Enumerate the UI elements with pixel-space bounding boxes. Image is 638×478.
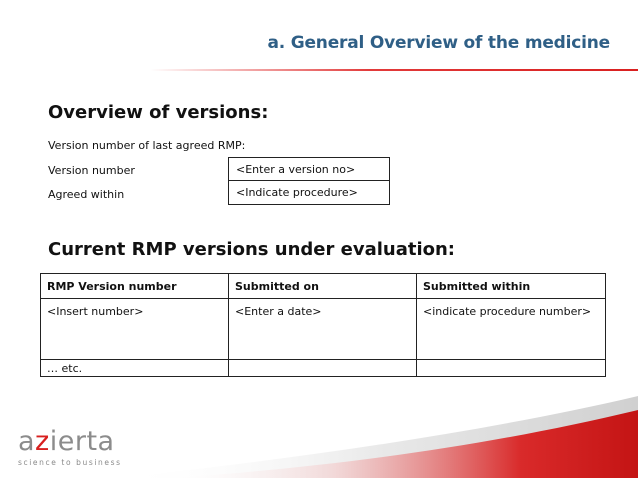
- table-cell: [229, 360, 417, 377]
- azierta-logo: [18, 428, 128, 467]
- logo-prefix: a: [18, 426, 36, 457]
- table-row: [41, 360, 606, 377]
- title-divider: [150, 69, 638, 71]
- logo-suffix: ierta: [49, 426, 115, 457]
- last-agreed-label: Version number of last agreed RMP:: [48, 139, 246, 152]
- version-info-table: [228, 157, 390, 205]
- table-cell: <Insert number>: [41, 299, 229, 360]
- table-row: [41, 299, 606, 360]
- table-cell: <Enter a date>: [229, 299, 417, 360]
- column-header: Submitted within: [417, 274, 606, 299]
- version-number-label: Version number: [48, 164, 135, 177]
- version-number-cell: <Enter a version no>: [229, 158, 390, 181]
- slide-title: a. General Overview of the medicine: [267, 33, 610, 53]
- agreed-within-label: Agreed within: [48, 188, 125, 201]
- current-versions-table: [40, 273, 606, 377]
- current-versions-heading: Current RMP versions under evaluation:: [48, 239, 456, 260]
- logo-wordmark: [18, 428, 128, 456]
- table-cell: … etc.: [41, 360, 229, 377]
- overview-heading: Overview of versions:: [48, 102, 269, 123]
- table-header-row: [41, 274, 606, 299]
- logo-tagline: science to business: [18, 458, 122, 467]
- column-header: Submitted on: [229, 274, 417, 299]
- agreed-within-cell: <Indicate procedure>: [229, 181, 390, 205]
- column-header: RMP Version number: [41, 274, 229, 299]
- logo-accent-letter: z: [35, 426, 50, 457]
- table-cell: [417, 360, 606, 377]
- table-cell: <indicate procedure number>: [417, 299, 606, 360]
